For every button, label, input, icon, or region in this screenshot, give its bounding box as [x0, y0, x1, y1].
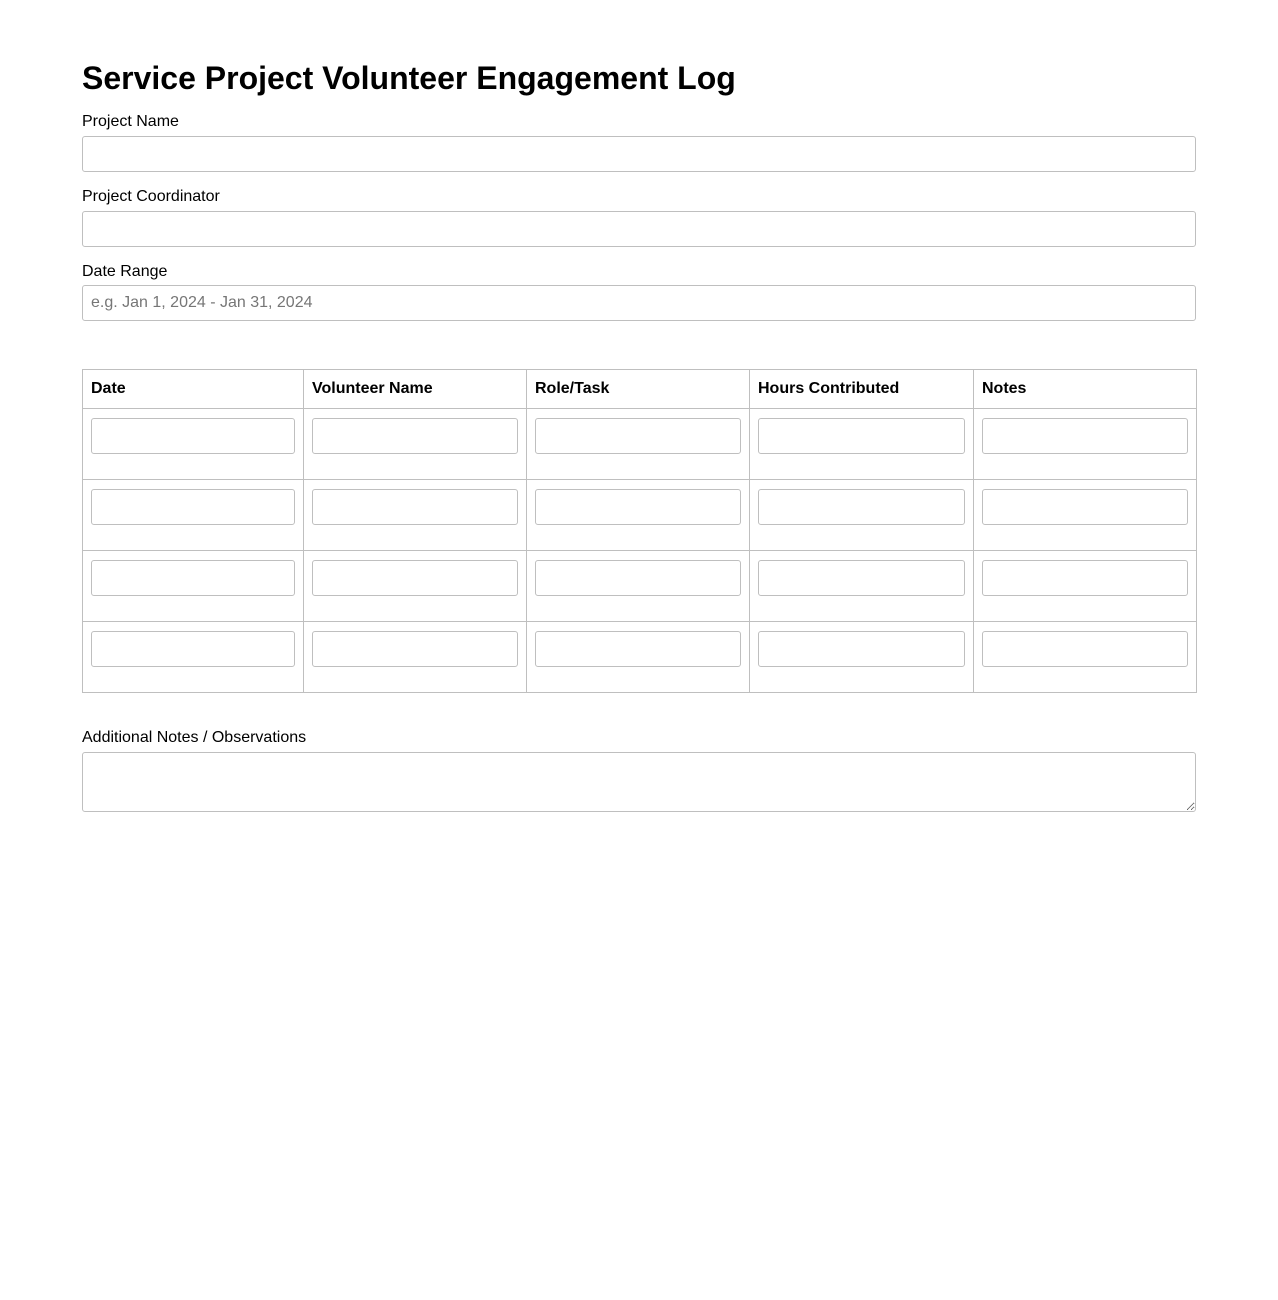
table-cell	[750, 622, 974, 693]
table-cell	[304, 409, 527, 480]
project-coordinator-label: Project Coordinator	[82, 188, 220, 205]
role-task-cell-input[interactable]	[535, 489, 741, 525]
additional-notes-label: Additional Notes / Observations	[82, 729, 307, 746]
hours-cell-input[interactable]	[758, 489, 965, 525]
table-cell	[527, 409, 750, 480]
table-cell	[304, 622, 527, 693]
table-cell	[750, 409, 974, 480]
column-header-notes: Notes	[974, 370, 1197, 409]
table-cell	[974, 409, 1197, 480]
notes-cell-input[interactable]	[982, 631, 1188, 667]
table-row	[83, 409, 1197, 480]
date-range-input[interactable]	[82, 285, 1196, 321]
volunteer-name-cell-input[interactable]	[312, 489, 518, 525]
table-row	[83, 622, 1197, 693]
table-row	[83, 480, 1197, 551]
table-cell	[974, 622, 1197, 693]
column-header-role-task: Role/Task	[527, 370, 750, 409]
role-task-cell-input[interactable]	[535, 560, 741, 596]
page-title: Service Project Volunteer Engagement Log	[82, 60, 736, 96]
table-cell	[527, 551, 750, 622]
date-cell-input[interactable]	[91, 418, 295, 454]
role-task-cell-input[interactable]	[535, 418, 741, 454]
table-cell	[83, 622, 304, 693]
table-cell	[974, 551, 1197, 622]
table-cell	[527, 622, 750, 693]
table-cell	[304, 551, 527, 622]
hours-cell-input[interactable]	[758, 631, 965, 667]
volunteer-log-table	[82, 369, 1197, 693]
hours-cell-input[interactable]	[758, 560, 965, 596]
table-row	[83, 551, 1197, 622]
table-cell	[527, 480, 750, 551]
date-cell-input[interactable]	[91, 631, 295, 667]
hours-cell-input[interactable]	[758, 418, 965, 454]
column-header-hours-contributed: Hours Contributed	[750, 370, 974, 409]
table-cell	[83, 409, 304, 480]
date-range-label: Date Range	[82, 263, 168, 280]
project-coordinator-input[interactable]	[82, 211, 1196, 247]
notes-cell-input[interactable]	[982, 418, 1188, 454]
role-task-cell-input[interactable]	[535, 631, 741, 667]
table-cell	[750, 480, 974, 551]
date-cell-input[interactable]	[91, 560, 295, 596]
volunteer-name-cell-input[interactable]	[312, 631, 518, 667]
notes-cell-input[interactable]	[982, 489, 1188, 525]
table-cell	[83, 551, 304, 622]
column-header-volunteer-name: Volunteer Name	[304, 370, 527, 409]
table-cell	[83, 480, 304, 551]
table-cell	[750, 551, 974, 622]
table-cell	[304, 480, 527, 551]
date-cell-input[interactable]	[91, 489, 295, 525]
table-cell	[974, 480, 1197, 551]
additional-notes-textarea[interactable]	[82, 752, 1196, 812]
volunteer-name-cell-input[interactable]	[312, 560, 518, 596]
project-name-input[interactable]	[82, 136, 1196, 172]
volunteer-name-cell-input[interactable]	[312, 418, 518, 454]
column-header-date: Date	[83, 370, 304, 409]
project-name-label: Project Name	[82, 113, 179, 130]
table-header-row	[83, 370, 1197, 409]
notes-cell-input[interactable]	[982, 560, 1188, 596]
